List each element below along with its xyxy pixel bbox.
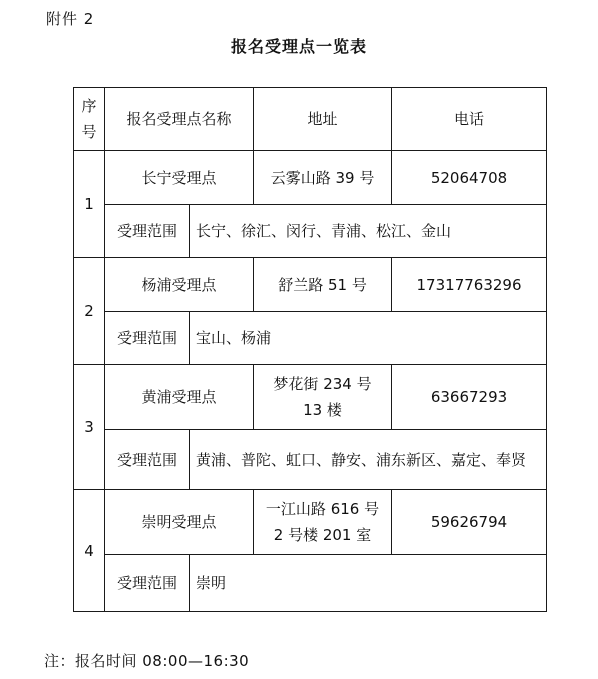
table-row: [74, 365, 547, 430]
site-seq: 2: [74, 258, 105, 365]
site-seq: 4: [74, 490, 105, 612]
site-seq: 1: [74, 151, 105, 258]
table-row: [74, 205, 547, 258]
scope-label: 受理范围: [105, 555, 190, 612]
header-phone: 电话: [392, 88, 547, 151]
site-scope: 宝山、杨浦: [190, 312, 547, 365]
site-address: 云雾山路 39 号: [254, 151, 392, 205]
site-phone: 52064708: [392, 151, 547, 205]
table-header-row: [74, 88, 547, 151]
header-address: 地址: [254, 88, 392, 151]
registration-sites-table: [73, 87, 547, 612]
site-name: 崇明受理点: [105, 490, 254, 555]
table-row: [74, 555, 547, 612]
registration-time-note: 注：报名时间 08:00—16:30: [44, 652, 250, 670]
site-scope: 黄浦、普陀、虹口、静安、浦东新区、嘉定、奉贤: [190, 430, 547, 490]
site-address: 梦花街 234 号 13 楼: [254, 365, 392, 430]
annex-label: 附件 2: [46, 10, 95, 28]
table-row: [74, 258, 547, 312]
site-name: 长宁受理点: [105, 151, 254, 205]
scope-label: 受理范围: [105, 430, 190, 490]
site-phone: 17317763296: [392, 258, 547, 312]
table-row: [74, 430, 547, 490]
site-seq: 3: [74, 365, 105, 490]
scope-label: 受理范围: [105, 205, 190, 258]
table-row: [74, 312, 547, 365]
header-name: 报名受理点名称: [105, 88, 254, 151]
site-address: 一江山路 616 号 2 号楼 201 室: [254, 490, 392, 555]
site-name: 黄浦受理点: [105, 365, 254, 430]
site-phone: 59626794: [392, 490, 547, 555]
site-name: 杨浦受理点: [105, 258, 254, 312]
scope-label: 受理范围: [105, 312, 190, 365]
site-scope: 崇明: [190, 555, 547, 612]
document-title: 报名受理点一览表: [230, 37, 367, 56]
table-row: [74, 490, 547, 555]
site-scope: 长宁、徐汇、闵行、青浦、松江、金山: [190, 205, 547, 258]
table-row: [74, 151, 547, 205]
header-seq: 序 号: [74, 88, 105, 151]
site-address: 舒兰路 51 号: [254, 258, 392, 312]
site-phone: 63667293: [392, 365, 547, 430]
